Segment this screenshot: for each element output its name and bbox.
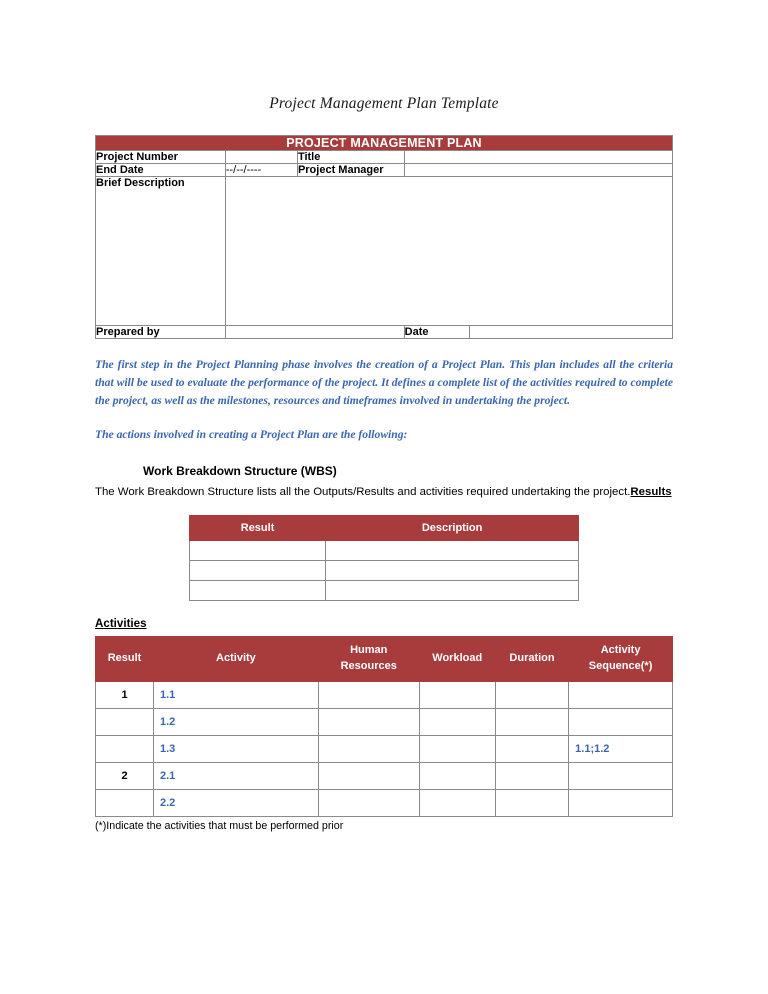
activities-heading: Activities xyxy=(95,617,147,631)
cell-activity[interactable]: 1.2 xyxy=(154,709,319,736)
column-header-hr-line1: Human xyxy=(350,644,388,657)
field-project-number[interactable] xyxy=(225,151,297,164)
cell-duration[interactable] xyxy=(495,790,568,817)
column-header-result-line1: Result xyxy=(107,652,142,665)
cell-human-resources[interactable] xyxy=(318,763,419,790)
table-row xyxy=(96,164,673,177)
table-row xyxy=(96,151,673,164)
header-banner: PROJECT MANAGEMENT PLAN xyxy=(96,136,673,151)
cell-activity[interactable]: 1.3 xyxy=(154,736,319,763)
column-header-activity-sequence xyxy=(569,637,673,682)
table-row xyxy=(96,709,673,736)
field-prepared-by[interactable] xyxy=(225,326,404,339)
label-brief-description: Brief Description xyxy=(96,177,226,326)
column-header-seq-line1: Activity xyxy=(600,644,641,657)
cell-sequence[interactable] xyxy=(569,790,673,817)
cell-human-resources[interactable] xyxy=(318,736,419,763)
label-project-number: Project Number xyxy=(96,151,226,164)
field-brief-description[interactable] xyxy=(225,177,672,326)
cell-result[interactable]: 1 xyxy=(96,682,154,709)
field-title[interactable] xyxy=(404,151,672,164)
activities-table xyxy=(95,636,673,817)
field-end-date[interactable]: --/--/---- xyxy=(225,164,297,177)
intro-paragraph-2: The actions involved in creating a Project Plan are the following: xyxy=(95,427,408,441)
table-header-row xyxy=(190,516,579,541)
table-row xyxy=(96,682,673,709)
wbs-body xyxy=(95,483,673,501)
column-header-activity-line1: Activity xyxy=(216,652,256,665)
cell-description[interactable] xyxy=(326,541,579,561)
table-row xyxy=(190,561,579,581)
cell-result[interactable] xyxy=(190,541,326,561)
wbs-body-text: The Work Breakdown Structure lists all the Outputs/Results and activities required undertaking the project. xyxy=(95,485,631,498)
cell-sequence[interactable]: 1.1;1.2 xyxy=(569,736,673,763)
column-header-hr-line2: Resources xyxy=(340,660,397,673)
cell-duration[interactable] xyxy=(495,709,568,736)
column-header-workload xyxy=(419,637,495,682)
cell-workload[interactable] xyxy=(419,790,495,817)
cell-sequence[interactable] xyxy=(569,763,673,790)
table-row-prepared-by xyxy=(96,326,673,339)
label-prepared-by: Prepared by xyxy=(96,326,226,339)
column-header-human-resources xyxy=(318,637,419,682)
intro-paragraph-1: The first step in the Project Planning phase involves the creation of a Project Plan. This plan includes all the criteria that will be used to evaluate the performance of the project. It defines a complete list of the activities required to complete the project, as well as the milestones, resources and timeframes involved in undertaking the project. xyxy=(95,358,673,407)
column-header-activity xyxy=(154,637,319,682)
results-table xyxy=(189,515,579,601)
cell-activity[interactable]: 2.2 xyxy=(154,790,319,817)
column-header-description: Description xyxy=(326,516,579,541)
cell-human-resources[interactable] xyxy=(318,709,419,736)
wbs-heading: Work Breakdown Structure (WBS) xyxy=(143,463,337,478)
label-date: Date xyxy=(405,326,470,338)
label-title: Title xyxy=(297,151,404,164)
cell-result[interactable] xyxy=(190,561,326,581)
cell-result[interactable] xyxy=(96,790,154,817)
column-header-seq-line2: Sequence(*) xyxy=(588,660,653,673)
field-date[interactable] xyxy=(469,326,672,338)
cell-workload[interactable] xyxy=(419,736,495,763)
table-header-row xyxy=(96,637,673,682)
cell-duration[interactable] xyxy=(495,763,568,790)
cell-sequence[interactable] xyxy=(569,682,673,709)
cell-workload[interactable] xyxy=(419,763,495,790)
table-row-banner xyxy=(96,136,673,151)
results-inline-heading: Results xyxy=(630,485,672,498)
cell-human-resources[interactable] xyxy=(318,682,419,709)
cell-duration[interactable] xyxy=(495,682,568,709)
activities-footnote: (*)Indicate the activities that must be performed prior xyxy=(95,820,344,832)
table-row xyxy=(96,736,673,763)
cell-human-resources[interactable] xyxy=(318,790,419,817)
cell-activity[interactable]: 1.1 xyxy=(154,682,319,709)
table-row xyxy=(190,581,579,601)
table-row-description xyxy=(96,177,673,326)
cell-description[interactable] xyxy=(326,581,579,601)
cell-workload[interactable] xyxy=(419,709,495,736)
project-header-table xyxy=(95,135,673,339)
cell-result[interactable] xyxy=(190,581,326,601)
cell-result[interactable]: 2 xyxy=(96,763,154,790)
cell-duration[interactable] xyxy=(495,736,568,763)
label-project-manager: Project Manager xyxy=(297,164,404,177)
cell-description[interactable] xyxy=(326,561,579,581)
table-row xyxy=(96,763,673,790)
column-header-result: Result xyxy=(190,516,326,541)
column-header-duration xyxy=(495,637,568,682)
cell-workload[interactable] xyxy=(419,682,495,709)
results-table-wrapper xyxy=(95,515,673,601)
column-header-result xyxy=(96,637,154,682)
column-header-workload-line1: Workload xyxy=(432,652,483,665)
field-project-manager[interactable] xyxy=(404,164,672,177)
table-row xyxy=(96,790,673,817)
label-end-date: End Date xyxy=(96,164,226,177)
cell-result[interactable] xyxy=(96,709,154,736)
page-title: Project Management Plan Template xyxy=(269,95,499,112)
cell-sequence[interactable] xyxy=(569,709,673,736)
cell-result[interactable] xyxy=(96,736,154,763)
column-header-duration-line1: Duration xyxy=(509,652,555,665)
cell-activity[interactable]: 2.1 xyxy=(154,763,319,790)
table-row xyxy=(190,541,579,561)
